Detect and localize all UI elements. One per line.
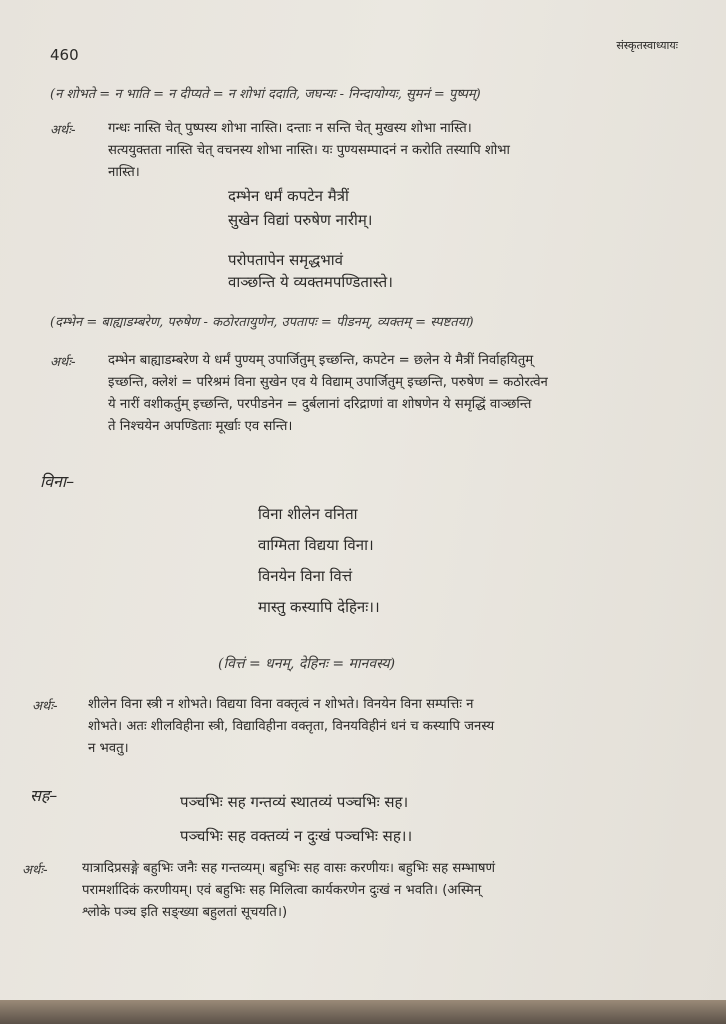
paragraph-line: शीलेन विना स्त्री न शोभते। विद्यया विना वक्तृत्वं न शोभते। विनयेन विना सम्पत्तिः न: [88, 697, 474, 712]
meaning-paragraph: [82, 858, 682, 924]
glossary-note: (वित्तं = धनम्, देहिनः = मानवस्य): [218, 656, 396, 672]
paragraph-line: गन्धः नास्ति चेत् पुष्पस्य शोभा नास्ति। दन्ताः न सन्ति चेत् मुखस्य शोभा नास्ति।: [108, 121, 472, 136]
paragraph-line: नास्ति।: [108, 165, 140, 180]
paragraph-line: परामर्शादिकं करणीयम्। एवं बहुभिः सह मिलित्वा कार्यकरणेन दुःखं न भवति। (अस्मिन्: [82, 883, 482, 898]
meaning-paragraph: [88, 694, 678, 760]
glossary-note: (न शोभते = न भाति = न दीप्यते = न शोभां ददाति, जघन्यः - निन्दायोग्यः, सुमनं = पुष्पम्): [50, 87, 481, 102]
verse-line: विना शीलेन वनिता: [258, 505, 358, 523]
paragraph-line: शोभते। अतः शीलविहीना स्त्री, विद्याविहीना वक्तृता, विनयविहीनं धनं च कस्यापि जनस्य: [88, 719, 495, 734]
artha-label: अर्थः-: [32, 699, 58, 714]
meaning-paragraph: [108, 118, 678, 184]
verse-line: सुखेन विद्यां परुषेण नारीम्।: [228, 211, 373, 229]
verse-line: मास्तु कस्यापि देहिनः।।: [258, 598, 380, 616]
paragraph-line: यात्रादिप्रसङ्गे बहुभिः जनैः सह गन्तव्यम्। बहुभिः सह वासः करणीयः। बहुभिः सह सम्भाषणं: [82, 861, 496, 876]
verse-line: वाग्मिता विद्यया विना।: [258, 536, 374, 554]
paragraph-line: न भवतु।: [88, 741, 129, 756]
meaning-paragraph: [108, 350, 683, 438]
page-number: 460: [50, 46, 79, 64]
paragraph-line: सत्ययुक्तता नास्ति चेत् वचनस्य शोभा नास्ति। यः पुण्यसम्पादनं न करोति तस्यापि शोभा: [108, 143, 510, 158]
paragraph-line: दम्भेन बाह्याडम्बरेण ये धर्मं पुण्यम् उपार्जितुम् इच्छन्ति, कपटेन = छलेन ये मैत्रीं निर्वाहयितुम्: [108, 353, 534, 368]
artha-label: अर्थः-: [50, 355, 76, 370]
artha-label: अर्थः-: [22, 863, 48, 878]
artha-label: अर्थः-: [50, 123, 76, 138]
section-heading-saha: सह–: [30, 786, 58, 805]
glossary-note: (दम्भेन = बाह्याडम्बरेण, परुषेण - कठोरतायुणेन, उपतापः = पीडनम्, व्यक्तम् = स्पष्टतया): [50, 315, 474, 330]
verse-line: विनयेन विना वित्तं: [258, 567, 353, 585]
running-head: संस्कृतस्वाध्यायः: [616, 39, 678, 52]
paragraph-line: इच्छन्ति, क्लेशं = परिश्रमं विना सुखेन एव ये विद्याम् उपार्जितुम् इच्छन्ति, परुषेण = कठोरत्वेन: [108, 375, 548, 390]
verse-line: पञ्चभिः सह गन्तव्यं स्थातव्यं पञ्चभिः सह।: [180, 793, 409, 811]
verse-line: दम्भेन धर्मं कपटेन मैत्रीं: [228, 187, 349, 205]
table-surface: [0, 1000, 726, 1024]
paragraph-line: ये नारीं वशीकर्तुम् इच्छन्ति, परपीडनेन = दुर्बलानां दरिद्राणां वा शोषणेन ये समृद्धिं वाञ्छन्ति: [108, 397, 532, 412]
paragraph-line: ते निश्चयेन अपण्डिताः मूर्खाः एव सन्ति।: [108, 419, 293, 434]
verse-line: वाञ्छन्ति ये व्यक्तमपण्डितास्ते।: [228, 273, 393, 291]
verse-line: पञ्चभिः सह वक्तव्यं न दुःखं पञ्चभिः सह।।: [180, 827, 413, 845]
section-heading-vina: विना–: [40, 472, 75, 491]
verse-line: परोपतापेन समृद्धभावं: [228, 251, 343, 269]
paragraph-line: श्लोके पञ्च इति सङ्ख्या बहुलतां सूचयति।): [82, 905, 288, 920]
